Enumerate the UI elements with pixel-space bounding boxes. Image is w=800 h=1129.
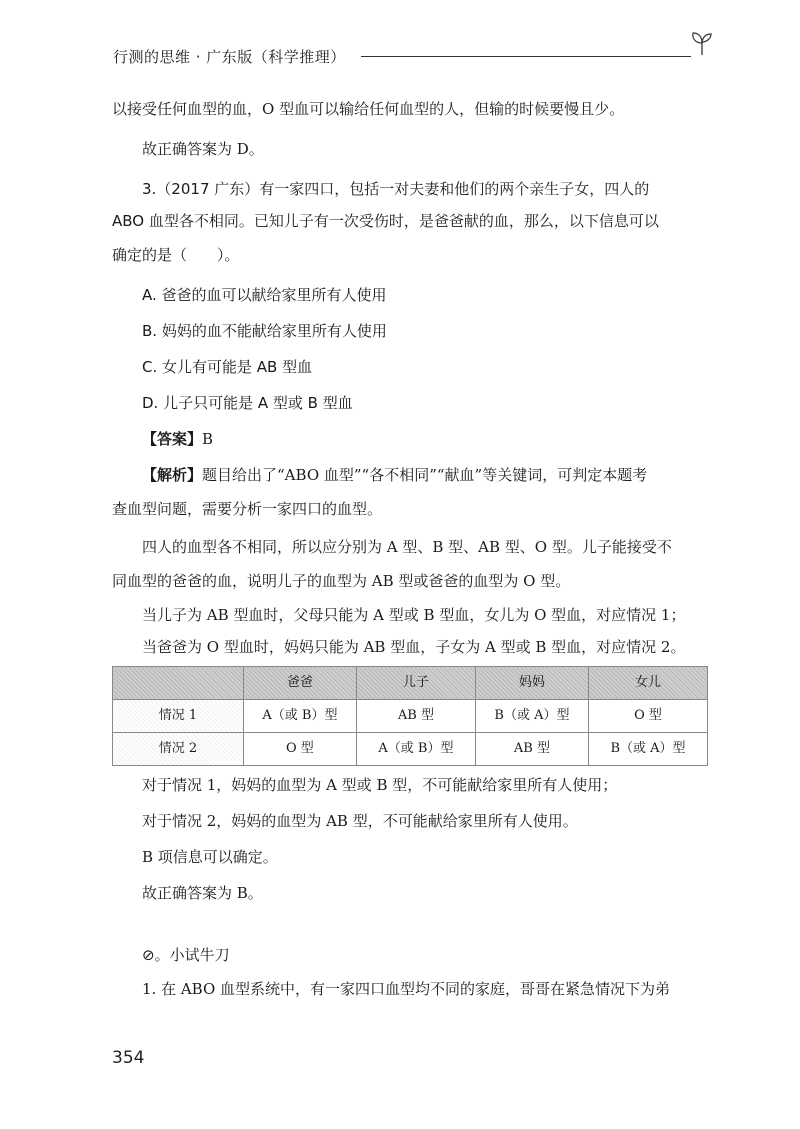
question-3-line-1: 3.（2017 广东）有一家四口，包括一对夫妻和他们的两个亲生子女，四人的 <box>142 180 650 198</box>
table-cell: 情况 1 <box>113 700 244 733</box>
paragraph-line: 四人的血型各不相同，所以应分别为 A 型、B 型、AB 型、O 型。儿子能接受不 <box>142 538 672 556</box>
table-header-cell: 女儿 <box>588 667 707 700</box>
table-header-cell: 爸爸 <box>243 667 356 700</box>
section-title: 。小试牛刀 <box>154 946 230 964</box>
paragraph-line: 同血型的爸爸的血，说明儿子的血型为 AB 型或爸爸的血型为 O 型。 <box>112 572 571 590</box>
sprout-icon <box>691 30 713 56</box>
table-cell: A（或 B）型 <box>356 733 475 766</box>
table-row <box>113 733 708 766</box>
table-header-row <box>113 667 708 700</box>
text-line: 故正确答案为 D。 <box>142 140 264 158</box>
option-c: C. 女儿有可能是 AB 型血 <box>142 358 313 376</box>
text-line: 以接受任何血型的血，O 型血可以输给任何血型的人，但输的时候要慢且少。 <box>112 100 625 118</box>
header-title: 行测的思维 · 广东版（科学推理） <box>113 48 346 66</box>
table-header-cell: 儿子 <box>356 667 475 700</box>
header-rule <box>361 56 691 57</box>
table-cell: A（或 B）型 <box>243 700 356 733</box>
running-header <box>113 40 713 70</box>
pencil-icon: ⊘ <box>142 946 155 964</box>
conclusion-line: 故正确答案为 B。 <box>142 884 263 902</box>
table-header-cell <box>113 667 244 700</box>
analysis-label: 【解析】 <box>142 466 203 484</box>
conclusion-line: 对于情况 1，妈妈的血型为 A 型或 B 型，不可能献给家里所有人使用； <box>142 776 618 794</box>
analysis-line-2: 查血型问题，需要分析一家四口的血型。 <box>112 500 383 518</box>
analysis-text: 题目给出了“ABO 血型”“各不相同”“献血”等关键词，可判定本题考 <box>202 466 648 484</box>
answer-line <box>142 428 213 451</box>
table-cell: O 型 <box>588 700 707 733</box>
option-d: D. 儿子只可能是 A 型或 B 型血 <box>142 394 353 412</box>
table-row <box>113 700 708 733</box>
blood-type-table <box>112 666 708 766</box>
table-cell: B（或 A）型 <box>475 700 588 733</box>
question-3-line-2: ABO 血型各不相同。已知儿子有一次受伤时，是爸爸献的血，那么，以下信息可以 <box>112 212 659 230</box>
section-heading <box>142 944 230 967</box>
analysis-line-1 <box>142 464 647 487</box>
page-number: 354 <box>112 1048 145 1068</box>
option-a: A. 爸爸的血可以献给家里所有人使用 <box>142 286 387 304</box>
table-cell: AB 型 <box>356 700 475 733</box>
answer-label: 【答案】 <box>142 430 203 448</box>
paragraph-line: 当儿子为 AB 型血时，父母只能为 A 型或 B 型血，女儿为 O 型血，对应情况 1； <box>142 606 686 624</box>
table-cell: AB 型 <box>475 733 588 766</box>
answer-value: B <box>202 430 214 448</box>
question-3-line-3: 确定的是（ ）。 <box>112 246 240 264</box>
next-question-line: 1. 在 ABO 血型系统中，有一家四口血型均不同的家庭，哥哥在紧急情况下为弟 <box>142 980 671 998</box>
table-cell: B（或 A）型 <box>588 733 707 766</box>
paragraph-line: 当爸爸为 O 型血时，妈妈只能为 AB 型血，子女为 A 型或 B 型血，对应情况 2。 <box>142 638 686 656</box>
table-cell: 情况 2 <box>113 733 244 766</box>
table-header-cell: 妈妈 <box>475 667 588 700</box>
option-b: B. 妈妈的血不能献给家里所有人使用 <box>142 322 387 340</box>
table-cell: O 型 <box>243 733 356 766</box>
conclusion-line: B 项信息可以确定。 <box>142 848 278 866</box>
conclusion-line: 对于情况 2，妈妈的血型为 AB 型，不可能献给家里所有人使用。 <box>142 812 578 830</box>
